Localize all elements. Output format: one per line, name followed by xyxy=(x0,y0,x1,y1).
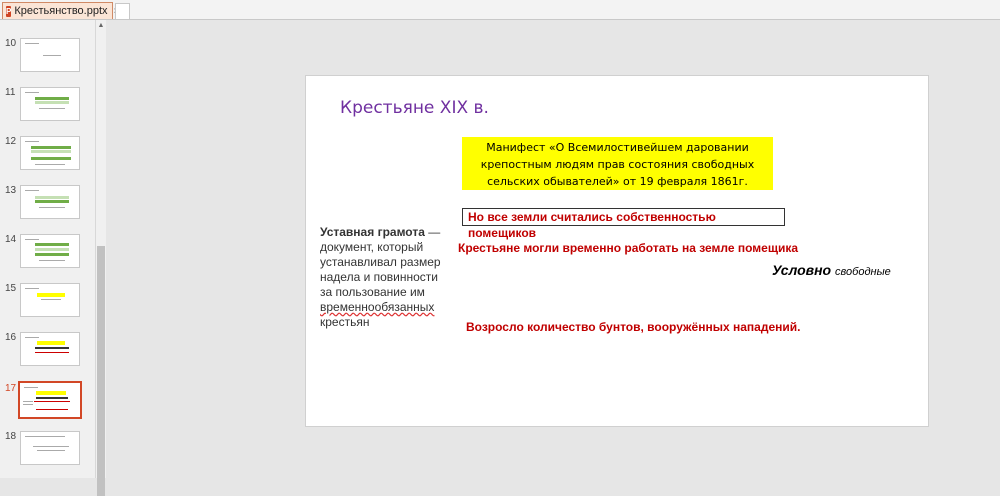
thumbnail-row-16[interactable] xyxy=(0,332,95,372)
thumbnail-row-13[interactable] xyxy=(0,185,95,225)
thumbnail-row-10[interactable] xyxy=(0,38,95,78)
slide-thumbnails-panel xyxy=(0,20,95,478)
slide-thumbnail[interactable] xyxy=(20,87,80,121)
slide-thumbnail[interactable] xyxy=(20,136,80,170)
riots-textbox[interactable]: Возросло количество бунтов, вооружённых нападений. xyxy=(466,320,801,334)
slide-number: 12 xyxy=(5,136,17,147)
work-textbox[interactable]: Крестьяне могли временно работать на земле помещика xyxy=(458,241,799,255)
slide-number: 10 xyxy=(5,38,17,49)
slide-canvas[interactable] xyxy=(305,75,929,427)
thumbnail-row-12[interactable] xyxy=(0,136,95,176)
slide-thumbnail[interactable] xyxy=(20,332,80,366)
thumbnail-scrollbar[interactable] xyxy=(95,20,106,478)
tab-title: Крестьянство.pptx xyxy=(14,5,108,17)
tab-presentation[interactable] xyxy=(2,2,113,19)
new-tab-button[interactable] xyxy=(115,3,130,19)
manifest-line: крепостным людям прав состояния свободных xyxy=(480,158,755,171)
scroll-up-icon[interactable]: ▲ xyxy=(97,22,105,29)
gramota-definition: — документ, который устанавливал размер надела и повинности за пользование им xyxy=(320,225,441,299)
scroll-thumb[interactable] xyxy=(97,246,105,496)
slide-title[interactable]: Крестьяне XIX в. xyxy=(340,98,489,118)
powerpoint-icon: P xyxy=(6,6,12,16)
thumbnail-row-11[interactable] xyxy=(0,87,95,127)
slide-thumbnail-selected[interactable] xyxy=(18,381,82,419)
slide-thumbnail[interactable] xyxy=(20,431,80,465)
slide-number: 16 xyxy=(5,332,17,343)
slide-thumbnail[interactable] xyxy=(20,185,80,219)
thumbnail-row-17[interactable] xyxy=(0,383,95,423)
slide-number: 11 xyxy=(5,87,16,98)
gramota-textbox[interactable] xyxy=(320,225,442,330)
manifest-line: Манифест «О Всемилостивейшем даровании xyxy=(486,141,749,154)
conditionally-free-textbox[interactable] xyxy=(772,262,891,278)
svobodnye-word: свободные xyxy=(835,266,891,278)
gramota-term: Уставная грамота xyxy=(320,225,425,239)
slide-thumbnail[interactable] xyxy=(20,234,80,268)
slide-number: 18 xyxy=(5,431,17,442)
slide-thumbnail[interactable] xyxy=(20,283,80,317)
thumbnail-row-18[interactable] xyxy=(0,431,95,471)
slide-number: 13 xyxy=(5,185,17,196)
slide-number: 14 xyxy=(5,234,17,245)
manifest-textbox[interactable] xyxy=(462,137,773,190)
thumbnail-row-15[interactable] xyxy=(0,283,95,323)
tab-bar xyxy=(0,0,1000,20)
gramota-definition-end: крестьян xyxy=(320,315,370,329)
manifest-line: сельских обывателей» от 19 февраля 1861г. xyxy=(487,175,748,188)
land-ownership-textbox[interactable]: Но все земли считались собственностью помещиков xyxy=(462,208,785,226)
spellcheck-word: временнообязанных xyxy=(320,300,435,314)
slide-number: 15 xyxy=(5,283,17,294)
uslovno-word: Условно xyxy=(772,262,832,278)
slide-number-active: 17 xyxy=(5,383,17,394)
thumbnail-row-14[interactable] xyxy=(0,234,95,274)
slide-thumbnail[interactable] xyxy=(20,38,80,72)
